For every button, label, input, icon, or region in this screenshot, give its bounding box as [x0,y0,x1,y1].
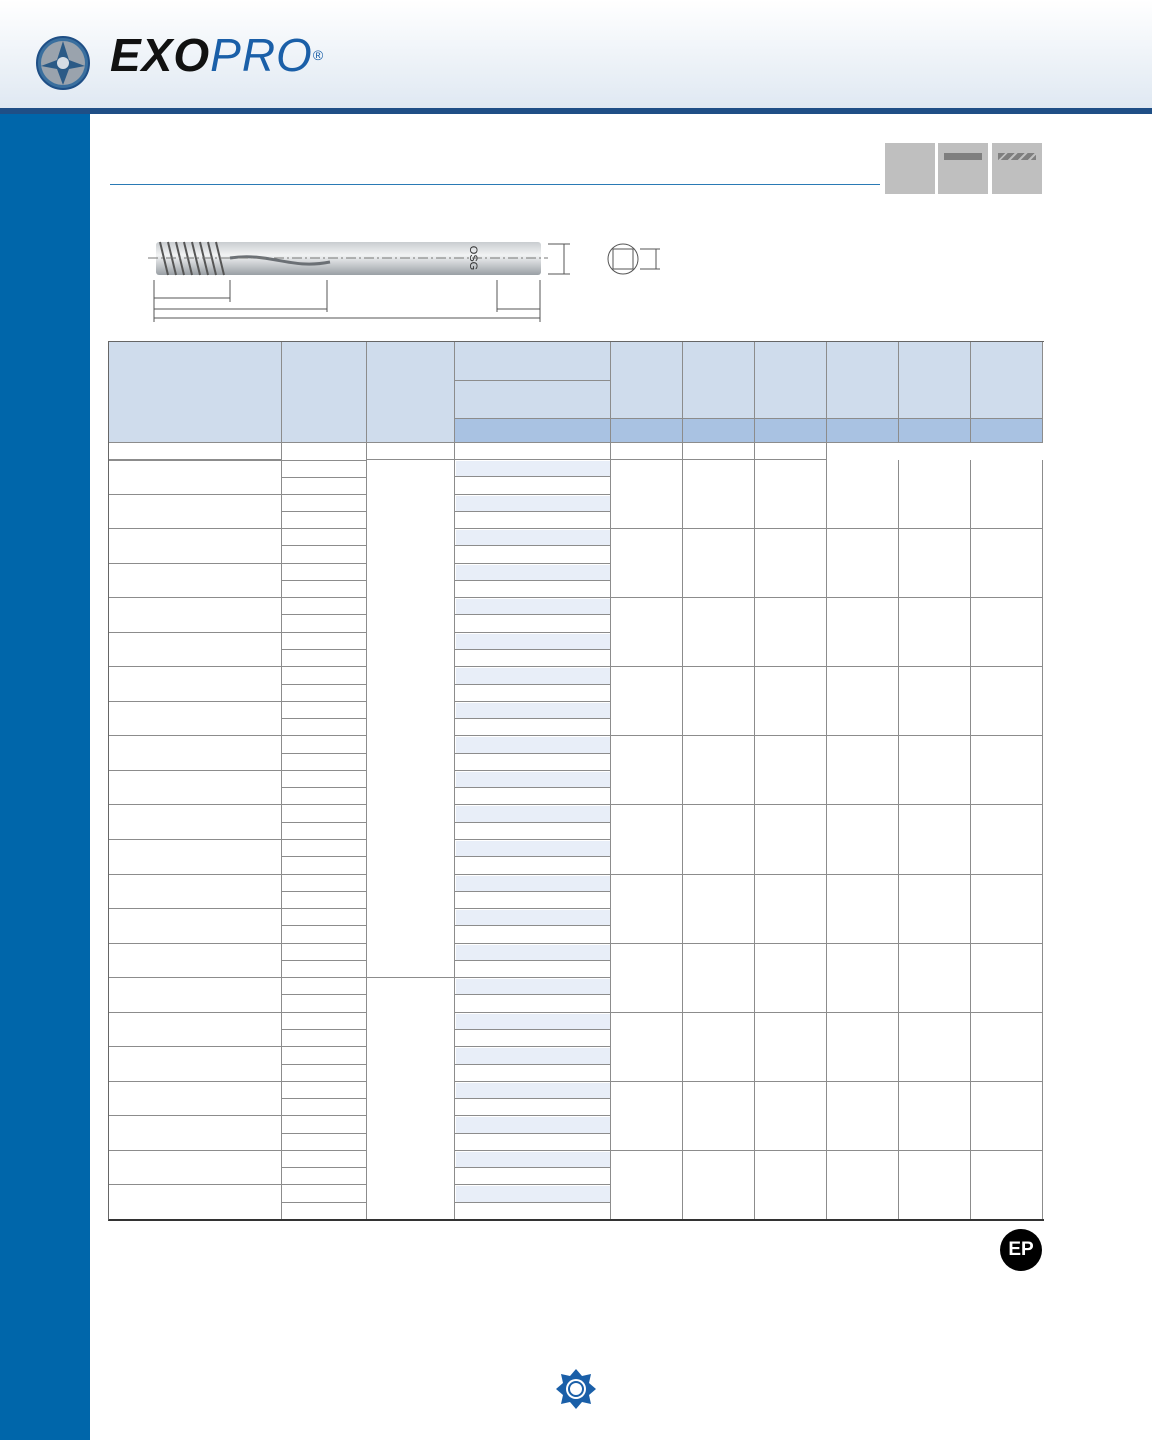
table-row-cell [455,944,611,961]
table-group-cell [755,667,827,736]
table-row-cell [282,1168,367,1185]
table-group-cell [611,598,683,667]
table-row-cell [455,633,611,650]
table-row-cell [108,495,282,530]
table-group-cell [899,875,971,944]
table-group-cell [971,598,1043,667]
table-group-cell [611,944,683,1013]
table-row-cell [282,823,367,840]
table-row-cell [282,944,367,961]
table-row-cell [108,1185,282,1220]
table-row-cell [282,926,367,943]
table-group-cell [899,460,971,529]
table-row-cell [455,650,611,667]
table-row-cell [108,460,367,461]
table-row-cell [455,1203,611,1220]
table-row-cell [108,702,282,737]
table-group-cell [827,875,899,944]
ep-badge: EP [1000,1229,1042,1271]
table-row-cell [282,840,367,857]
table-group-cell [611,1013,683,1082]
table-group-cell [755,460,827,529]
table-group-cell [367,460,455,978]
table-group-cell [683,805,755,874]
table-row-cell [455,460,611,477]
table-group-cell [971,1082,1043,1151]
table-group-cell [827,1082,899,1151]
table-row-cell [282,805,367,822]
table-row-cell [455,546,611,563]
table-row-cell [455,512,611,529]
table-row-cell [611,443,683,460]
table-group-cell [971,667,1043,736]
table-group-cell [827,598,899,667]
table-row-cell [282,546,367,563]
table-group-cell [899,667,971,736]
table-group-cell [611,1151,683,1220]
table-group-cell [971,460,1043,529]
table-group-cell [971,805,1043,874]
table-header-cell [282,341,367,443]
table-row-cell [282,615,367,632]
table-group-cell [827,944,899,1013]
table-group-cell [683,944,755,1013]
table-group-cell [755,1151,827,1220]
table-row-cell [455,581,611,598]
table-subheader-cell [899,419,971,443]
table-row-cell [282,1134,367,1151]
table-row-cell [455,1082,611,1099]
brand-name-exo: EXO [110,29,211,81]
table-row-cell [455,1047,611,1064]
table-row-cell [455,564,611,581]
table-group-cell [899,598,971,667]
product-spec-table [108,341,1044,1221]
table-group-cell [827,460,899,529]
table-row-cell [282,1082,367,1099]
table-group-cell [683,598,755,667]
table-group-cell [899,736,971,805]
table-row-cell [455,823,611,840]
table-row-cell [455,961,611,978]
table-group-cell [683,1151,755,1220]
table-row-cell [455,477,611,494]
table-group-cell [899,529,971,598]
table-group-cell [971,1013,1043,1082]
table-row-cell [455,875,611,892]
table-subheader-cell [755,419,827,443]
table-row-cell [282,1013,367,1030]
table-row-cell [108,1116,282,1151]
table-row-cell [282,892,367,909]
table-group-cell [899,1082,971,1151]
category-tile-hatched [992,143,1042,194]
table-group-cell [827,736,899,805]
table-group-cell [611,529,683,598]
table-group-cell [611,736,683,805]
table-row-cell [455,667,611,684]
table-row-cell [282,788,367,805]
table-row-cell [282,1030,367,1047]
table-row-cell [282,667,367,684]
table-row-cell [108,978,282,1013]
table-group-cell [683,1013,755,1082]
table-row-cell [282,719,367,736]
table-group-cell [611,460,683,529]
table-row-cell [455,495,611,512]
table-row-cell [108,944,282,979]
table-group-cell [755,1013,827,1082]
table-row-cell [455,719,611,736]
table-row-cell [108,805,282,840]
table-row-cell [282,702,367,719]
table-row-cell [108,736,282,771]
table-row-cell [108,1151,282,1186]
table-group-cell [755,529,827,598]
table-group-cell [611,1082,683,1151]
table-group-cell [899,944,971,1013]
table-row-cell [455,529,611,546]
table-row-cell [282,477,367,494]
table-row-cell [455,1185,611,1202]
table-group-cell [755,1082,827,1151]
table-row-cell [455,1013,611,1030]
table-group-cell [827,1151,899,1220]
table-row-cell [455,926,611,943]
table-row-cell [455,1099,611,1116]
table-row-cell [282,771,367,788]
square-shank-icon [608,244,660,274]
table-row-cell [282,1065,367,1082]
osg-logo-icon [555,1368,597,1410]
table-row-cell [108,667,282,702]
table-row-cell [455,892,611,909]
table-group-cell [755,875,827,944]
table-row-cell [282,529,367,546]
table-group-cell [683,736,755,805]
table-group-cell [899,1013,971,1082]
table-row-cell [455,840,611,857]
table-row-cell [282,1116,367,1133]
table-row-cell [683,443,755,460]
table-row-cell [282,633,367,650]
spiral-flute-tap-icon [140,232,680,327]
table-group-cell [683,460,755,529]
table-row-cell [108,443,282,460]
table-subheader-cell [611,419,683,443]
table-row-cell [455,909,611,926]
table-header-cell [755,341,827,419]
table-row-cell [282,1203,367,1220]
table-row-cell [282,857,367,874]
table-header-cell [367,341,455,443]
table-row-cell [367,443,455,460]
table-row-cell [282,754,367,771]
table-header-cell [899,341,971,419]
table-row-cell [108,529,282,564]
table-group-cell [755,805,827,874]
brand-logo-wordmark [110,29,325,81]
table-row-cell [282,495,367,512]
table-row-cell [108,909,282,944]
table-row-cell [108,875,282,910]
table-header-cell [827,341,899,419]
category-tile-solid [938,143,988,194]
table-header-cell [971,341,1043,419]
table-row-cell [282,650,367,667]
table-row-cell [282,978,367,995]
table-row-cell [108,1013,282,1048]
table-row-cell [455,995,611,1012]
table-group-cell [971,736,1043,805]
table-subheader-cell [683,419,755,443]
table-group-cell [611,667,683,736]
table-row-cell [755,443,827,460]
table-row-cell [282,1151,367,1168]
table-row-cell [282,1047,367,1064]
registered-mark: ® [312,47,325,63]
table-row-cell [455,736,611,753]
table-group-cell [683,1082,755,1151]
table-group-cell [827,805,899,874]
table-row-cell [108,460,282,495]
table-group-cell [971,1151,1043,1220]
table-header-cell [455,341,611,381]
table-group-cell [367,978,455,1220]
table-row-cell [282,995,367,1012]
table-row-cell [282,598,367,615]
table-row-cell [282,961,367,978]
table-row-cell [108,1047,282,1082]
table-group-cell [899,805,971,874]
table-row-cell [282,875,367,892]
table-row-cell [455,857,611,874]
table-row-cell [282,512,367,529]
exopro-gear-logo-icon [36,36,90,90]
table-header-cell [455,381,611,419]
table-group-cell [683,667,755,736]
table-row-cell [282,581,367,598]
section-title-rule [110,184,880,185]
table-row-cell [455,1134,611,1151]
table-row-cell [108,564,282,599]
table-row-cell [455,805,611,822]
table-subheader-cell [827,419,899,443]
table-group-cell [611,805,683,874]
header-rule [0,108,1152,114]
table-group-cell [755,944,827,1013]
table-row-cell [108,633,282,668]
table-group-cell [971,875,1043,944]
table-row-cell [455,598,611,615]
table-row-cell [455,1065,611,1082]
table-group-cell [827,667,899,736]
table-header-cell [108,341,282,443]
brand-name-pro: PRO [210,29,313,81]
table-group-cell [683,529,755,598]
table-row-cell [282,1185,367,1202]
table-row-cell [108,840,282,875]
table-row-cell [455,978,611,995]
table-group-cell [827,1013,899,1082]
table-row-cell [455,615,611,632]
table-group-cell [971,529,1043,598]
left-sidebar-band [0,114,90,1440]
table-row-cell [455,1168,611,1185]
table-row-cell [455,1116,611,1133]
table-group-cell [755,598,827,667]
table-row-cell [455,443,611,460]
table-row-cell [455,1151,611,1168]
table-group-cell [899,1151,971,1220]
table-row-cell [455,1030,611,1047]
table-subheader-cell [971,419,1043,443]
table-header-cell [611,341,683,419]
table-group-cell [971,944,1043,1013]
category-tile-blank [885,143,935,194]
table-subheader-cell [455,419,611,443]
table-row-cell [455,771,611,788]
table-group-cell [611,875,683,944]
table-group-cell [827,529,899,598]
table-row-cell [282,736,367,753]
table-row-cell [108,598,282,633]
table-row-cell [455,702,611,719]
table-row-cell [282,564,367,581]
table-row-cell [282,909,367,926]
table-row-cell [282,685,367,702]
shank-marking: OSG [467,245,479,271]
table-row-cell [108,1082,282,1117]
table-row-cell [455,754,611,771]
table-row-cell [108,771,282,806]
table-group-cell [755,736,827,805]
table-group-cell [683,875,755,944]
table-row-cell [455,685,611,702]
table-row-cell [282,1099,367,1116]
table-header-cell [683,341,755,419]
table-row-cell [455,788,611,805]
